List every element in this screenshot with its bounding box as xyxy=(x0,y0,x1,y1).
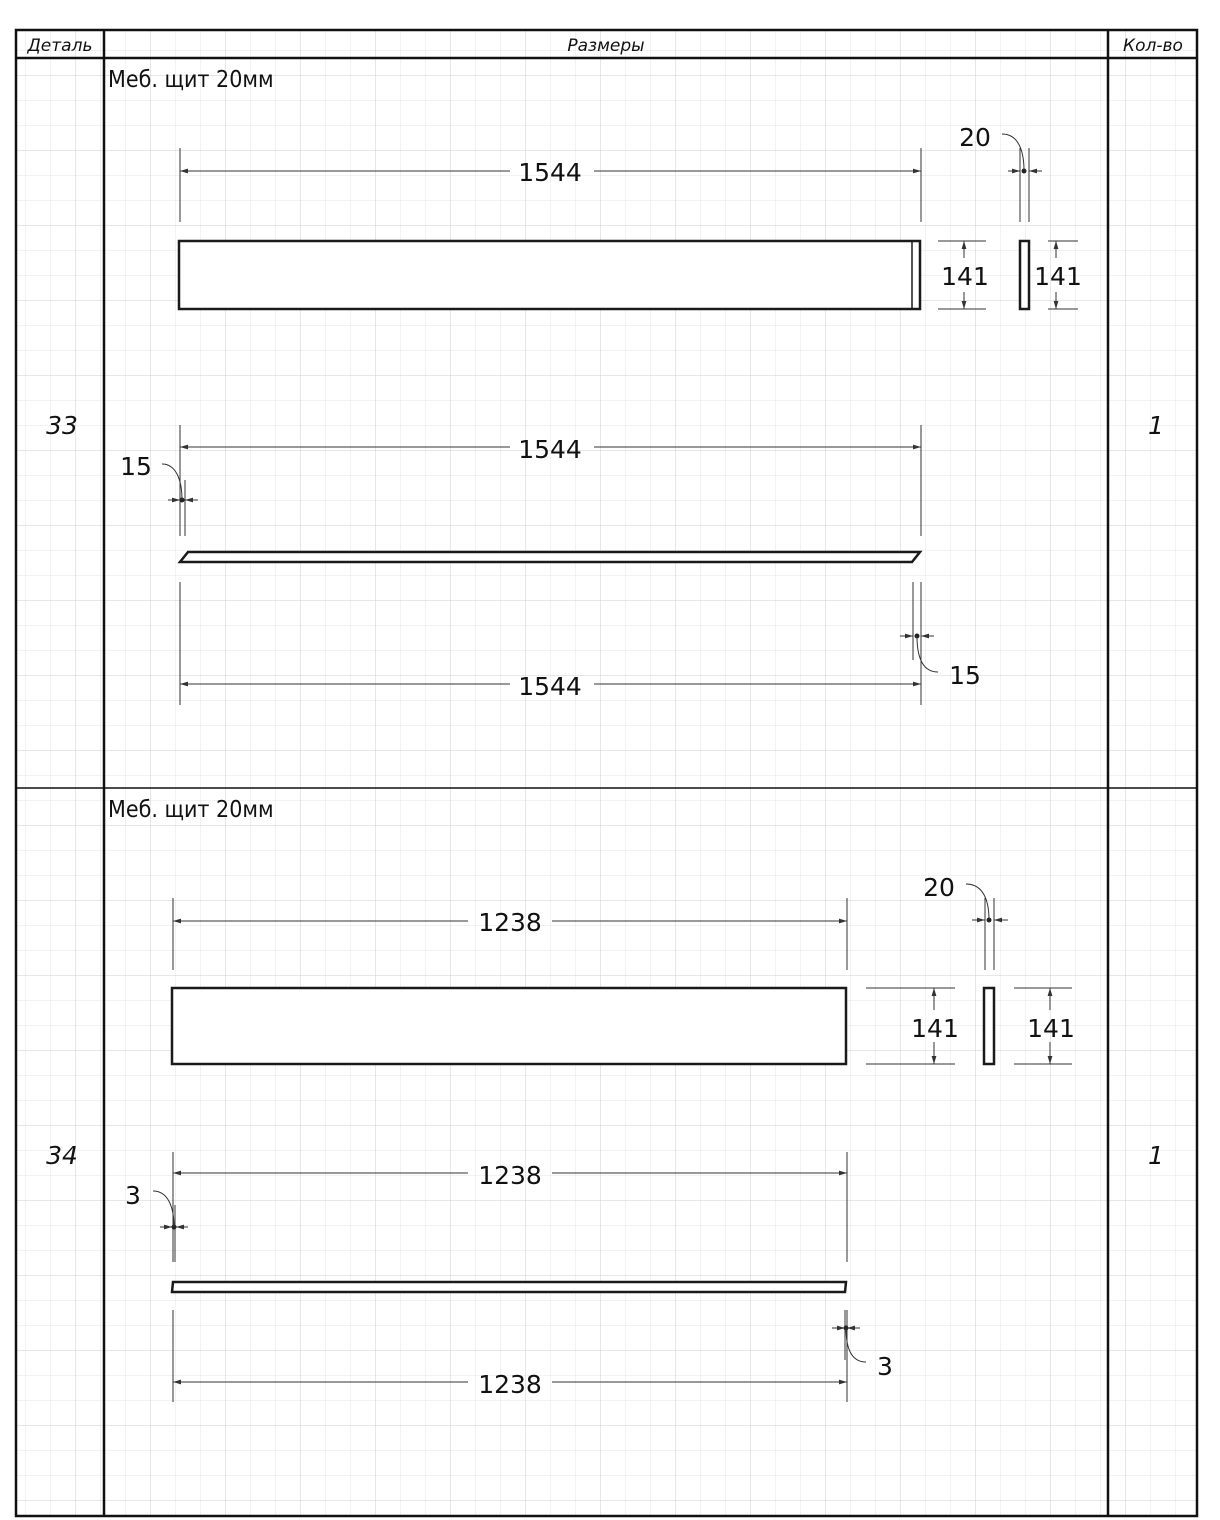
side-width-dimension: 141 xyxy=(1027,1014,1075,1043)
header-dimensions: Размеры xyxy=(567,36,645,56)
width-dimension: 141 xyxy=(911,1014,959,1043)
part-number: 33 xyxy=(46,411,78,440)
length-dimension: 1544 xyxy=(518,158,582,187)
edge-offset-left: 15 xyxy=(120,452,152,481)
width-dimension: 141 xyxy=(941,262,989,291)
panel-edge-rect xyxy=(172,1282,846,1292)
panel-edge-rect xyxy=(180,552,920,562)
edge-length-top: 1238 xyxy=(478,1161,542,1190)
edge-offset-right: 15 xyxy=(949,661,981,690)
edge-offset-left: 3 xyxy=(125,1181,141,1210)
part-quantity: 1 xyxy=(1148,411,1164,440)
length-dimension: 1238 xyxy=(478,908,542,937)
edge-offset-right: 3 xyxy=(877,1352,893,1381)
header-quantity: Кол-во xyxy=(1123,36,1183,56)
part-quantity: 1 xyxy=(1148,1141,1164,1170)
material-label: Меб. щит 20мм xyxy=(108,67,274,93)
panel-front-rect xyxy=(179,241,920,309)
edge-length-top: 1544 xyxy=(518,435,582,464)
edge-length-bottom: 1544 xyxy=(518,672,582,701)
part-number: 34 xyxy=(46,1141,78,1170)
edge-length-bottom: 1238 xyxy=(478,1370,542,1399)
panel-side-rect xyxy=(1020,241,1029,309)
panel-side-rect xyxy=(984,988,994,1064)
side-width-dimension: 141 xyxy=(1034,262,1082,291)
thickness-dimension: 20 xyxy=(923,873,955,902)
panel-front-rect xyxy=(172,988,846,1064)
thickness-dimension: 20 xyxy=(959,123,991,152)
header-part: Деталь xyxy=(27,36,93,56)
material-label: Меб. щит 20мм xyxy=(108,797,274,823)
